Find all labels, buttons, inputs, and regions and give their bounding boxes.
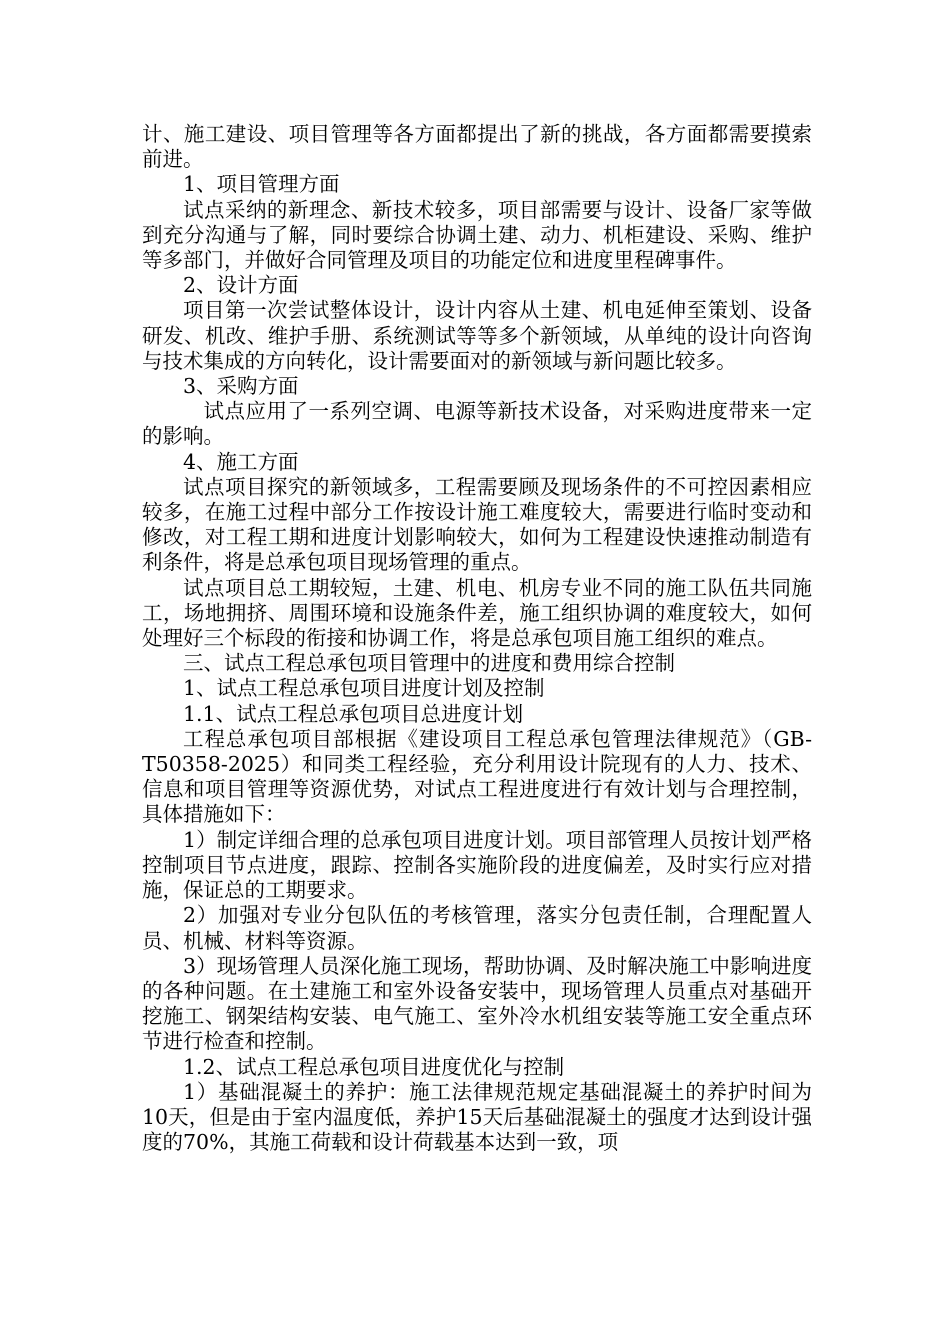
heading-master-schedule: 1.1、试点工程总承包项目总进度计划 — [183, 701, 524, 726]
heading-procurement: 3、采购方面 — [183, 374, 299, 399]
heading-schedule-plan-control: 1、试点工程总承包项目进度计划及控制 — [183, 676, 545, 701]
document-body — [142, 122, 812, 1155]
heading-construction: 4、施工方面 — [183, 449, 299, 474]
paragraph-project-management: 试点采纳的新理念、新技术较多，项目部需要与设计、设备厂家等做到充分沟通与了解，同时要综合协调土建、动力、机柜建设、采购、维护等多部门，并做好合同管理及项目的功能定位和进度里程碑事件。 — [142, 197, 812, 273]
paragraph-design: 项目第一次尝试整体设计，设计内容从土建、机电延伸至策划、设备研发、机改、维护手册、系统测试等等多个新领域，从单纯的设计向咨询与技术集成的方向转化，设计需要面对的新领域与新问题比较多。 — [142, 298, 812, 373]
list-item-measure-3: 3）现场管理人员深化施工现场，帮助协调、及时解决施工中影响进度的各种问题。在土建施工和室外设备安装中，现场管理人员重点对基础开挖施工、钢架结构安装、电气施工、室外冷水机组安装等施工安全重点环节进行检查和控制。 — [142, 953, 812, 1054]
section-heading-3: 三、试点工程总承包项目管理中的进度和费用综合控制 — [183, 651, 675, 676]
paragraph-construction-2: 试点项目总工期较短，土建、机电、机房专业不同的施工队伍共同施工，场地拥挤、周围环境和设施条件差，施工组织协调的难度较大，如何处理好三个标段的衔接和协调工作，将是总承包项目施工组织的难点。 — [142, 575, 812, 651]
list-item-measure-1: 1）制定详细合理的总承包项目进度计划。项目部管理人员按计划严格控制项目节点进度，跟踪、控制各实施阶段的进度偏差，及时实行应对措施，保证总的工期要求。 — [142, 827, 812, 903]
paragraph-master-schedule: 工程总承包项目部根据《建设项目工程总承包管理法律规范》（GB-T50358-2025）和同类工程经验，充分利用设计院现有的人力、技术、信息和项目管理等资源优势，对试点工程进度进行有效计划与合理控制，具体措施如下： — [142, 726, 812, 827]
heading-project-management: 1、项目管理方面 — [183, 172, 340, 197]
paragraph-construction-1: 试点项目探究的新领域多，工程需要顾及现场条件的不可控因素相应较多，在施工过程中部分工作按设计施工难度较大，需要进行临时变动和修改，对工程工期和进度计划影响较大，如何为工程建设快速推动制造有利条件，将是总承包项目现场管理的重点。 — [142, 474, 812, 575]
paragraph-intro-continuation: 计、施工建设、项目管理等各方面都提出了新的挑战，各方面都需要摸索前进。 — [142, 122, 812, 172]
heading-schedule-optimization: 1.2、试点工程总承包项目进度优化与控制 — [183, 1054, 565, 1079]
list-item-measure-2: 2）加强对专业分包队伍的考核管理，落实分包责任制，合理配置人员、机械、材料等资源。 — [142, 903, 812, 953]
heading-design: 2、设计方面 — [183, 273, 299, 298]
paragraph-procurement: 试点应用了一系列空调、电源等新技术设备，对采购进度带来一定的影响。 — [142, 399, 812, 449]
list-item-concrete-curing: 1）基础混凝土的养护：施工法律规范规定基础混凝土的养护时间为10天，但是由于室内温度低，养护15天后基础混凝土的强度才达到设计强度的70%，其施工荷载和设计荷载基本达到一致，项 — [142, 1079, 812, 1155]
